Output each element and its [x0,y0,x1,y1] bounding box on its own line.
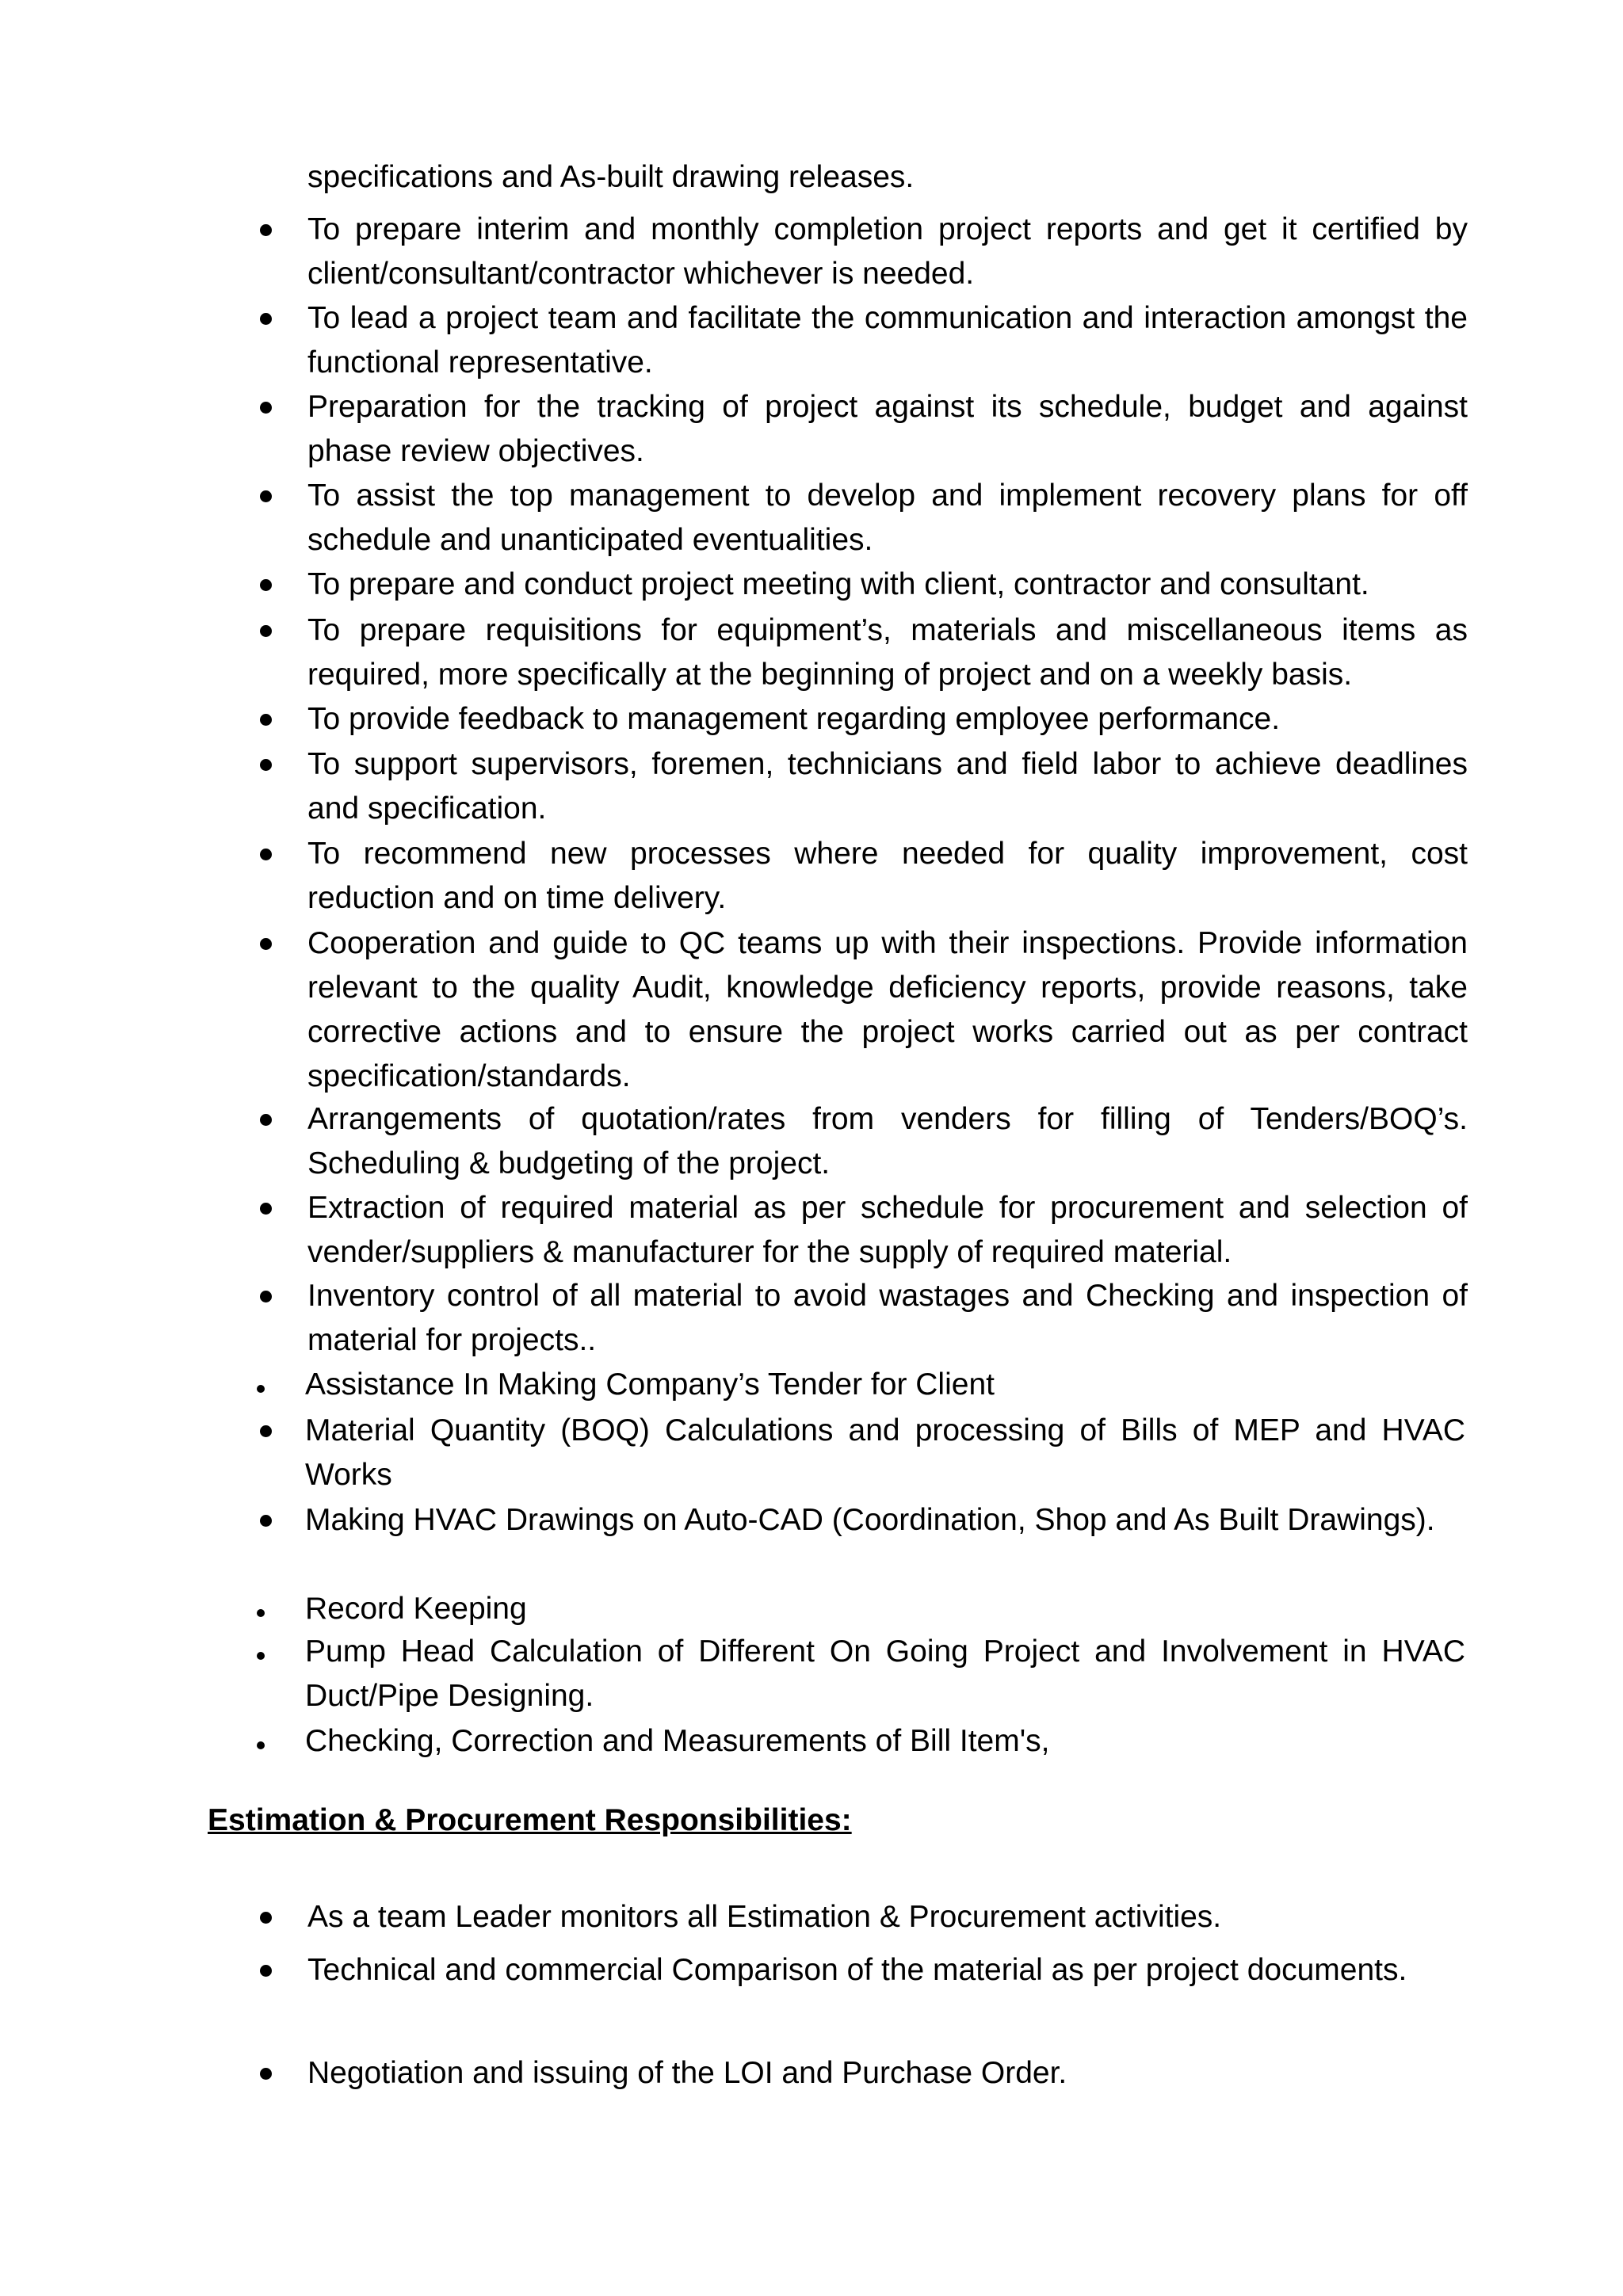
bullet-icon [260,1912,272,1924]
list-item: To lead a project team and facilitate the communication and interaction amongst the functional representative. [307,301,1468,379]
list-item: To prepare and conduct project meeting with client, contractor and consultant. [307,567,1369,601]
bullet-icon [260,1515,272,1527]
bullet-icon [260,849,272,860]
list-item: Pump Head Calculation of Different On Going Project and Involvement in HVAC Duct/Pipe Designing. [305,1634,1465,1713]
bullet-icon [260,938,272,950]
list-item: To assist the top management to develop and implement recovery plans for off schedule and unanticipated eventualities. [307,479,1468,557]
list-item: Making HVAC Drawings on Auto-CAD (Coordination, Shop and As Built Drawings). [305,1503,1435,1537]
list-item: Arrangements of quotation/rates from venders for filling of Tenders/BOQ’s. Scheduling & budgeting of the project. [307,1102,1468,1180]
bullet-icon [260,1114,272,1126]
list-item: To prepare requisitions for equipment’s, materials and miscellaneous items as required, more specifically at the beginning of project and on a weekly basis. [307,613,1468,692]
list-item: As a team Leader monitors all Estimation & Procurement activities. [307,1900,1222,1934]
list-item: Record Keeping [305,1592,527,1626]
list-item: Cooperation and guide to QC teams up with their inspections. Provide information relevant to the quality Audit, knowledge deficiency reports, provide reasons, take corrective actions and to ensure the project works carried out as per contract specification/standards. [307,926,1468,1093]
bullet-icon [260,1965,272,1977]
list-item: Assistance In Making Company’s Tender for Client [305,1367,995,1402]
list-item: To prepare interim and monthly completion project reports and get it certified by client/consultant/contractor whichever is needed. [307,212,1468,291]
list-item: Material Quantity (BOQ) Calculations and processing of Bills of MEP and HVAC Works [305,1413,1465,1492]
bullet-icon [260,759,272,771]
list-item: To recommend new processes where needed for quality improvement, cost reduction and on time delivery. [307,837,1468,915]
bullet-icon [260,313,272,325]
bullet-icon [260,714,272,726]
section-heading: Estimation & Procurement Responsibilities: [208,1803,852,1837]
bullet-icon [257,1652,265,1660]
bullet-icon [260,402,272,414]
list-item: Preparation for the tracking of project against its schedule, budget and against phase review objectives. [307,390,1468,468]
list-item: Negotiation and issuing of the LOI and Purchase Order. [307,2056,1067,2090]
list-item: Inventory control of all material to avoid wastages and Checking and inspection of material for projects.. [307,1279,1468,1357]
bullet-icon [257,1385,265,1393]
bullet-icon [260,2068,272,2080]
list-item: Extraction of required material as per schedule for procurement and selection of vender/suppliers & manufacturer for the supply of required material. [307,1191,1468,1269]
bullet-icon [260,1291,272,1302]
list-item: To support supervisors, foremen, technicians and field labor to achieve deadlines and specification. [307,747,1468,826]
bullet-icon [260,490,272,502]
bullet-icon [260,1425,272,1437]
bullet-icon [260,224,272,236]
bullet-icon [257,1741,265,1749]
bullet-icon [260,625,272,637]
list-item: Checking, Correction and Measurements of Bill Item's, [305,1724,1050,1758]
bullet-icon [257,1609,265,1617]
list-item: Technical and commercial Comparison of the material as per project documents. [307,1953,1407,1987]
bullet-icon [260,1203,272,1215]
continuation-text: specifications and As-built drawing releases. [307,160,915,194]
bullet-icon [260,579,272,591]
list-item: To provide feedback to management regarding employee performance. [307,702,1281,736]
